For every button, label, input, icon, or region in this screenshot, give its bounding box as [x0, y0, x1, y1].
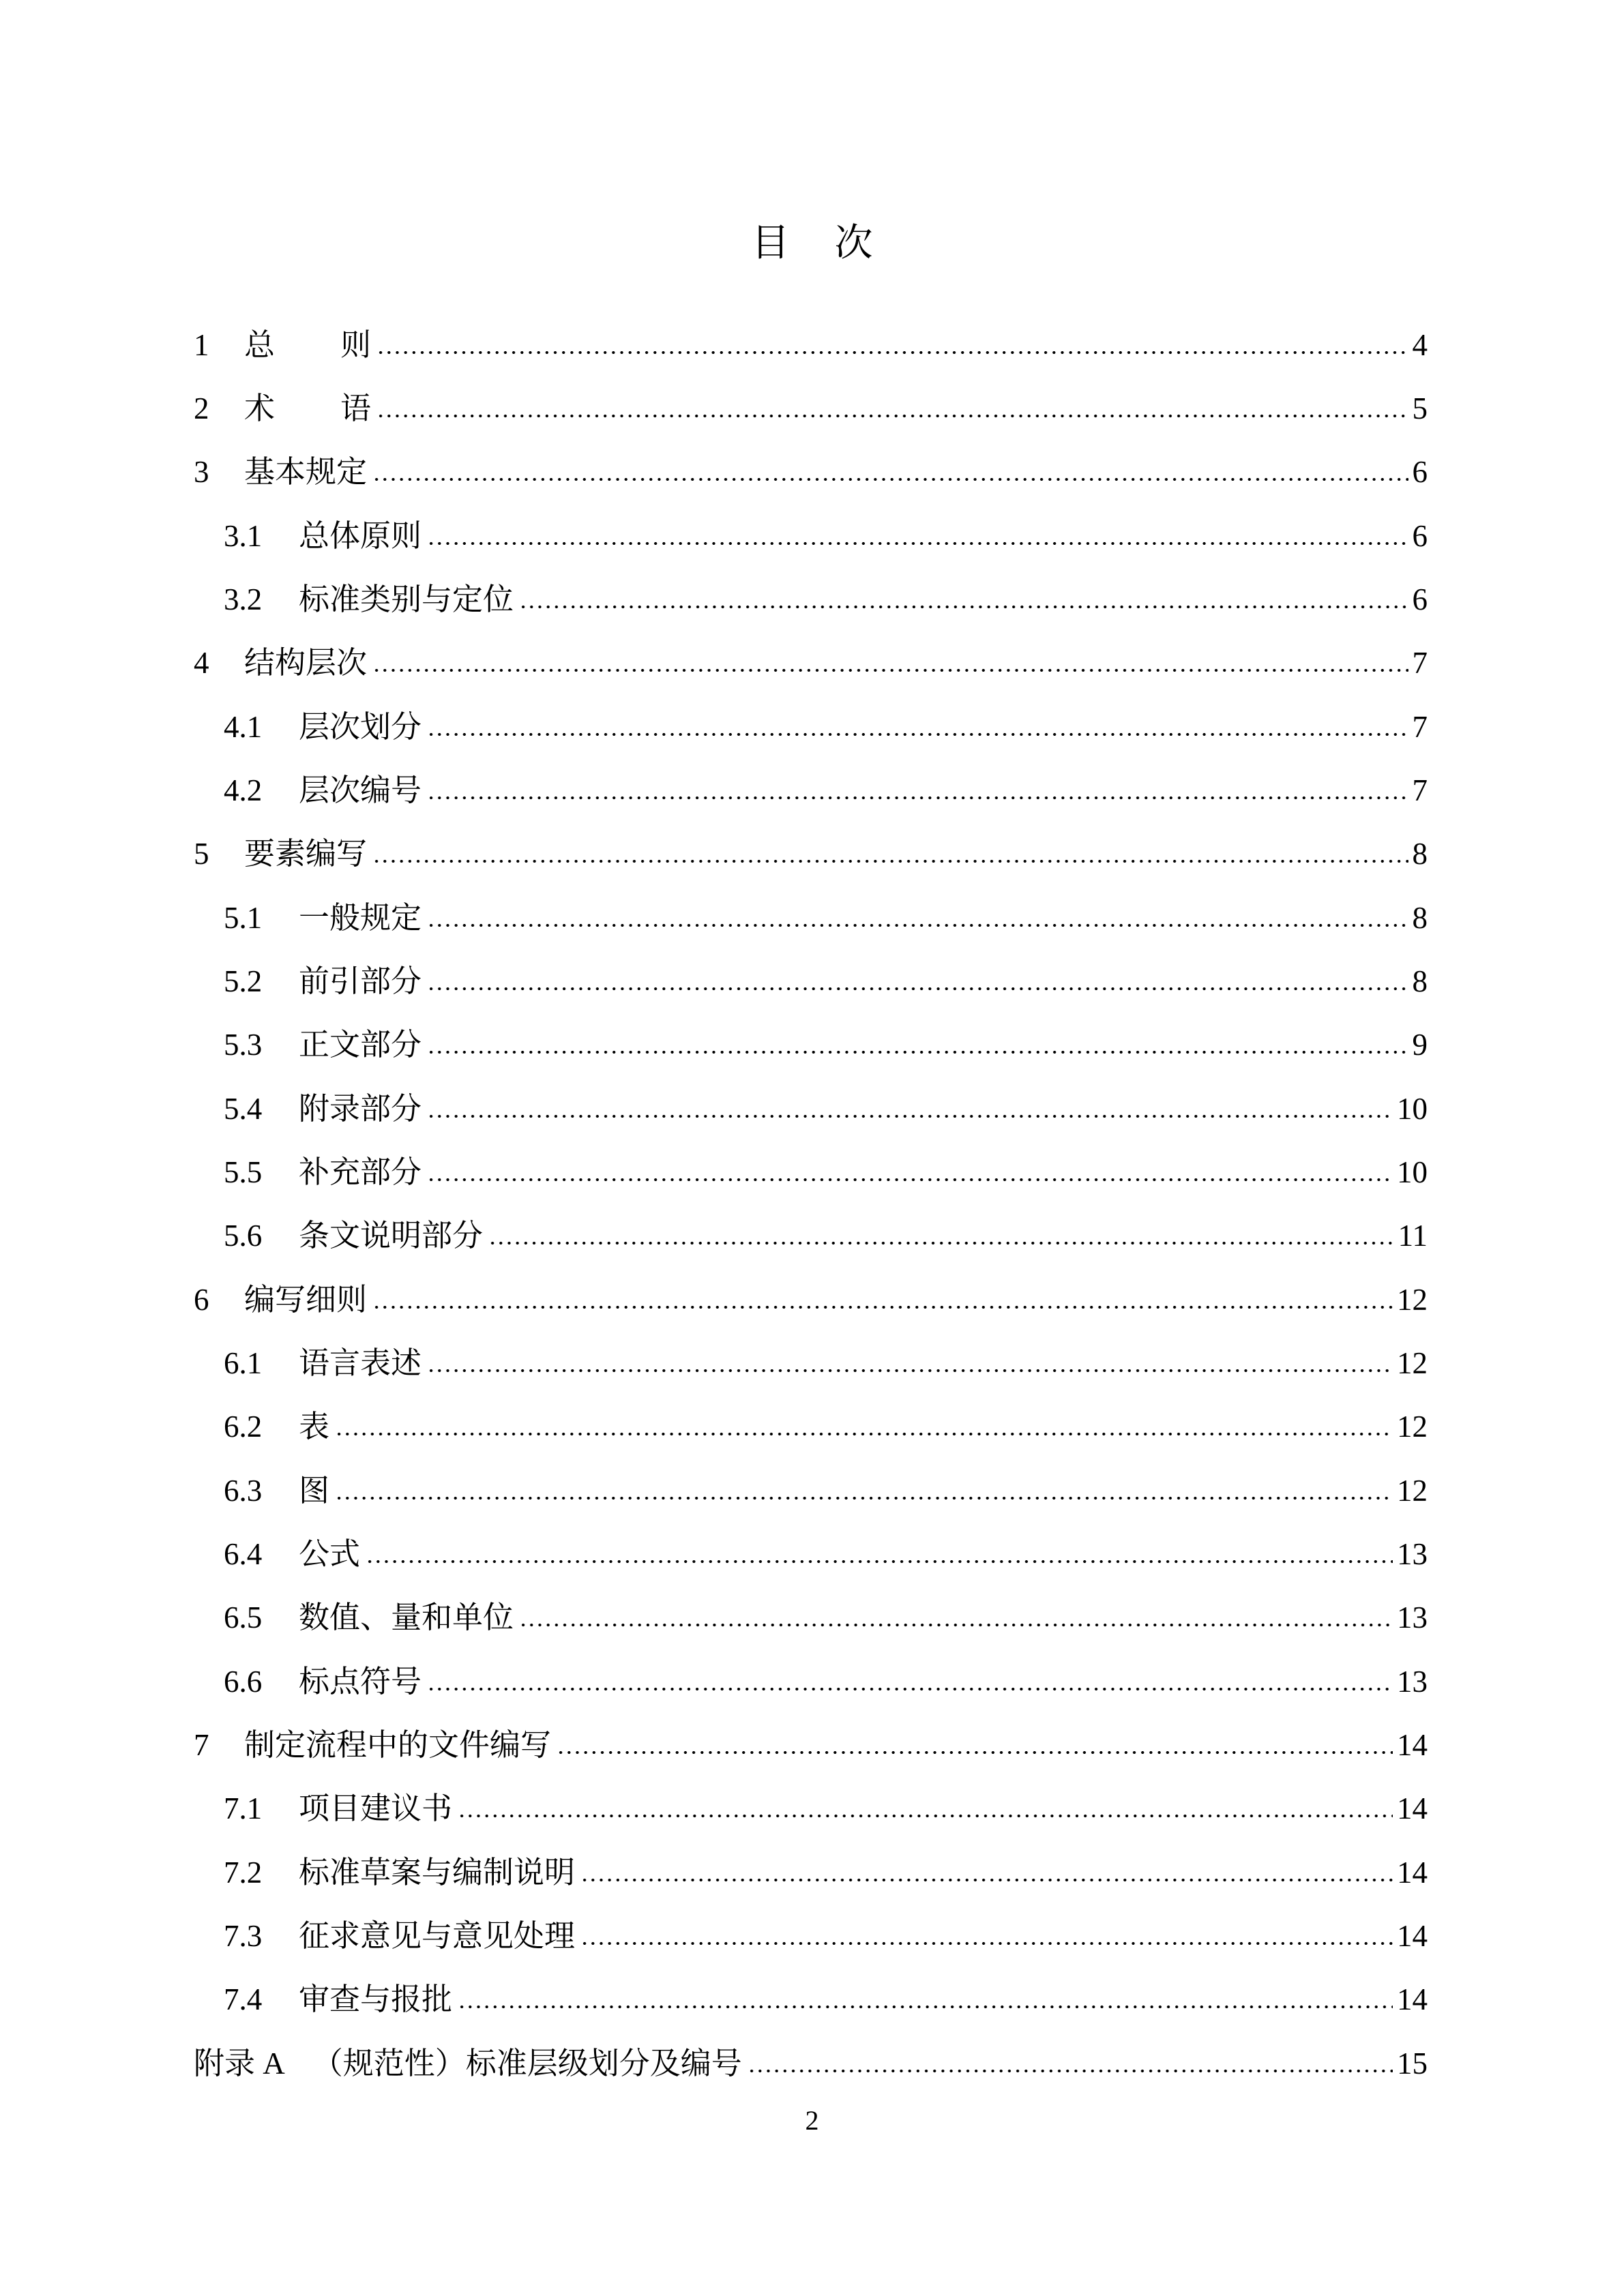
- dot-leader: [377, 415, 1408, 417]
- toc-entry-page: 7: [1412, 773, 1428, 807]
- toc-title-char: 目: [751, 221, 790, 265]
- toc-entry-page: 5: [1412, 391, 1428, 426]
- toc-entry[interactable]: [224, 706, 1428, 747]
- dot-leader: [557, 1751, 1393, 1754]
- toc-entry-label: 项目建议书: [299, 1791, 453, 1825]
- toc-entry-number: 7.3: [224, 1919, 263, 1953]
- dot-leader: [580, 1879, 1393, 1881]
- toc-entry-label: 正文部分: [299, 1028, 422, 1062]
- toc-entry-page: 6: [1412, 455, 1428, 489]
- toc-entry-page: 10: [1397, 1092, 1428, 1126]
- toc-entry-page: 9: [1412, 1028, 1428, 1062]
- toc-entry-number: 5.2: [224, 964, 263, 998]
- dot-leader: [748, 2070, 1393, 2072]
- toc-entry[interactable]: [224, 1915, 1428, 1956]
- toc-entry[interactable]: [224, 1343, 1428, 1384]
- toc-entry[interactable]: [224, 897, 1428, 938]
- toc-entry-page: 14: [1397, 1855, 1428, 1890]
- toc-entry-number: 6.4: [224, 1537, 263, 1571]
- toc-entry[interactable]: [224, 579, 1428, 620]
- dot-leader: [372, 860, 1408, 863]
- toc-entry-label: 编写细则: [244, 1283, 368, 1317]
- dot-leader: [427, 1688, 1393, 1690]
- dot-leader: [427, 1178, 1393, 1181]
- toc-entry-number: 5.6: [224, 1219, 263, 1253]
- toc-entry[interactable]: [224, 1406, 1428, 1447]
- toc-entry-label: 总体原则: [299, 519, 422, 553]
- toc-entry[interactable]: [194, 833, 1428, 874]
- toc-entry-number: 4.1: [224, 710, 263, 744]
- toc-entry[interactable]: [224, 961, 1428, 1002]
- dot-leader: [427, 987, 1408, 990]
- toc-entry-label: （规范性）标准层级划分及编号: [312, 2046, 742, 2081]
- toc-entry[interactable]: [224, 1470, 1428, 1511]
- dot-leader: [488, 1242, 1394, 1244]
- toc-entry[interactable]: [194, 388, 1428, 429]
- toc-title-char: 次: [834, 221, 873, 265]
- toc-entry-number: 5.5: [224, 1155, 263, 1189]
- page-number: 2: [805, 2105, 819, 2136]
- toc-entry-page: 12: [1397, 1346, 1428, 1380]
- toc-entry-page: 6: [1412, 519, 1428, 553]
- dot-leader: [427, 796, 1408, 799]
- toc-entry-number: 6.1: [224, 1346, 263, 1380]
- toc-entry-page: 6: [1412, 582, 1428, 616]
- dot-leader: [427, 924, 1408, 927]
- toc-entry-page: 8: [1412, 964, 1428, 998]
- dot-leader: [366, 1560, 1393, 1563]
- toc-entry-label: 层次划分: [299, 710, 422, 744]
- toc-entry[interactable]: [194, 1279, 1428, 1320]
- toc-entry-label: 制定流程中的文件编写: [244, 1728, 552, 1762]
- toc-entry-number: 1: [194, 328, 209, 362]
- toc-entry-label: 审查与报批: [299, 1982, 453, 2016]
- toc-entry-page: 11: [1398, 1219, 1428, 1253]
- toc-entry[interactable]: [224, 1788, 1428, 1829]
- toc-entry[interactable]: [224, 516, 1428, 556]
- dot-leader: [427, 1115, 1393, 1118]
- toc-entry-number: 4: [194, 646, 209, 680]
- toc-entry-page: 12: [1397, 1410, 1428, 1444]
- dot-leader: [458, 1815, 1393, 1817]
- toc-entry-number: 7.4: [224, 1982, 263, 2016]
- toc-entry-label: 结构层次: [244, 646, 368, 680]
- toc-entry[interactable]: [224, 1024, 1428, 1065]
- toc-entry-number: 6.2: [224, 1410, 263, 1444]
- toc-entry-page: 4: [1412, 328, 1428, 362]
- toc-entry-number: 3: [194, 455, 209, 489]
- toc-entry-page: 13: [1397, 1600, 1428, 1635]
- toc-entry-label: 术 语: [244, 391, 372, 426]
- toc-entry-label: 征求意见与意见处理: [299, 1919, 576, 1953]
- toc-entry-label: 要素编写: [244, 837, 368, 871]
- toc-entry-number: 3.2: [224, 582, 263, 616]
- toc-entry-number: 3.1: [224, 519, 263, 553]
- toc-entry-number: 7.1: [224, 1791, 263, 1825]
- toc-entry-page: 8: [1412, 837, 1428, 871]
- toc-entry[interactable]: [224, 1088, 1428, 1129]
- toc-entry[interactable]: [224, 1597, 1428, 1638]
- toc-entry-label: 一般规定: [299, 901, 422, 935]
- toc-entry-label: 前引部分: [299, 964, 422, 998]
- dot-leader: [372, 1306, 1393, 1309]
- dot-leader: [427, 542, 1408, 545]
- toc-entry-page: 7: [1412, 710, 1428, 744]
- toc-entry-label: 附录部分: [299, 1092, 422, 1126]
- dot-leader: [335, 1497, 1393, 1500]
- toc-entry-number: 6.3: [224, 1474, 263, 1508]
- toc-entry-number: 4.2: [224, 773, 263, 807]
- toc-entry-label: 数值、量和单位: [299, 1600, 514, 1635]
- toc-entry[interactable]: [224, 1661, 1428, 1702]
- toc-entry-label: 层次编号: [299, 773, 422, 807]
- toc-entry[interactable]: [224, 1152, 1428, 1193]
- dot-leader: [372, 669, 1408, 672]
- toc-entry[interactable]: [224, 1979, 1428, 2020]
- toc-entry[interactable]: [194, 1725, 1428, 1765]
- dot-leader: [580, 1942, 1393, 1945]
- toc-entry-page: 7: [1412, 646, 1428, 680]
- toc-entry[interactable]: [224, 1215, 1428, 1256]
- dot-leader: [372, 478, 1408, 481]
- toc-entry-page: 14: [1397, 1728, 1428, 1762]
- toc-entry-number: 5.3: [224, 1028, 263, 1062]
- dot-leader: [335, 1433, 1393, 1435]
- toc-entry[interactable]: [194, 325, 1428, 366]
- toc-entry-label: 条文说明部分: [299, 1219, 484, 1253]
- dot-leader: [427, 733, 1408, 736]
- toc-entry-page: 8: [1412, 901, 1428, 935]
- toc-entry-label: 总 则: [244, 328, 372, 362]
- toc-entry-page: 13: [1397, 1537, 1428, 1571]
- toc-entry-page: 12: [1397, 1474, 1428, 1508]
- toc-entry-label: 语言表述: [299, 1346, 422, 1380]
- toc-entry-number: 附录 A: [194, 2046, 285, 2081]
- dot-leader: [519, 606, 1408, 608]
- toc-entry-label: 基本规定: [244, 455, 368, 489]
- toc-entry-page: 14: [1397, 1791, 1428, 1825]
- dot-leader: [427, 1051, 1408, 1054]
- toc-entry-page: 14: [1397, 1919, 1428, 1953]
- toc-entry-number: 2: [194, 391, 209, 426]
- toc-entry-page: 13: [1397, 1665, 1428, 1699]
- toc-title: [0, 220, 1624, 267]
- toc-entry-number: 5.4: [224, 1092, 263, 1126]
- dot-leader: [377, 351, 1408, 354]
- toc-entry-number: 5: [194, 837, 209, 871]
- toc-entry-number: 6.6: [224, 1665, 263, 1699]
- toc-entry[interactable]: [194, 451, 1428, 492]
- toc-entry-number: 7: [194, 1728, 209, 1762]
- toc-entry-page: 14: [1397, 1982, 1428, 2016]
- toc-entry-page: 12: [1397, 1283, 1428, 1317]
- toc-entry[interactable]: [194, 642, 1428, 683]
- toc-entry-label: 公式: [299, 1537, 361, 1571]
- dot-leader: [458, 2006, 1393, 2008]
- dot-leader: [427, 1369, 1393, 1372]
- toc-entry-label: 补充部分: [299, 1155, 422, 1189]
- toc-entry-appendix[interactable]: [194, 2043, 1428, 2084]
- toc-entry[interactable]: [224, 770, 1428, 811]
- toc-entry-label: 图: [299, 1474, 330, 1508]
- dot-leader: [519, 1624, 1393, 1626]
- toc-entry-page: 15: [1397, 2046, 1428, 2081]
- toc-entry-number: 6.5: [224, 1600, 263, 1635]
- toc-entry-label: 标准类别与定位: [299, 582, 514, 616]
- toc-entry-number: 7.2: [224, 1855, 263, 1890]
- toc-entry[interactable]: [224, 1534, 1428, 1575]
- toc-entry-label: 标点符号: [299, 1665, 422, 1699]
- toc-entry[interactable]: [224, 1852, 1428, 1893]
- toc-entry-page: 10: [1397, 1155, 1428, 1189]
- toc-entry-number: 6: [194, 1283, 209, 1317]
- toc-entry-number: 5.1: [224, 901, 263, 935]
- toc-entry-label: 表: [299, 1410, 330, 1444]
- toc-entry-label: 标准草案与编制说明: [299, 1855, 576, 1890]
